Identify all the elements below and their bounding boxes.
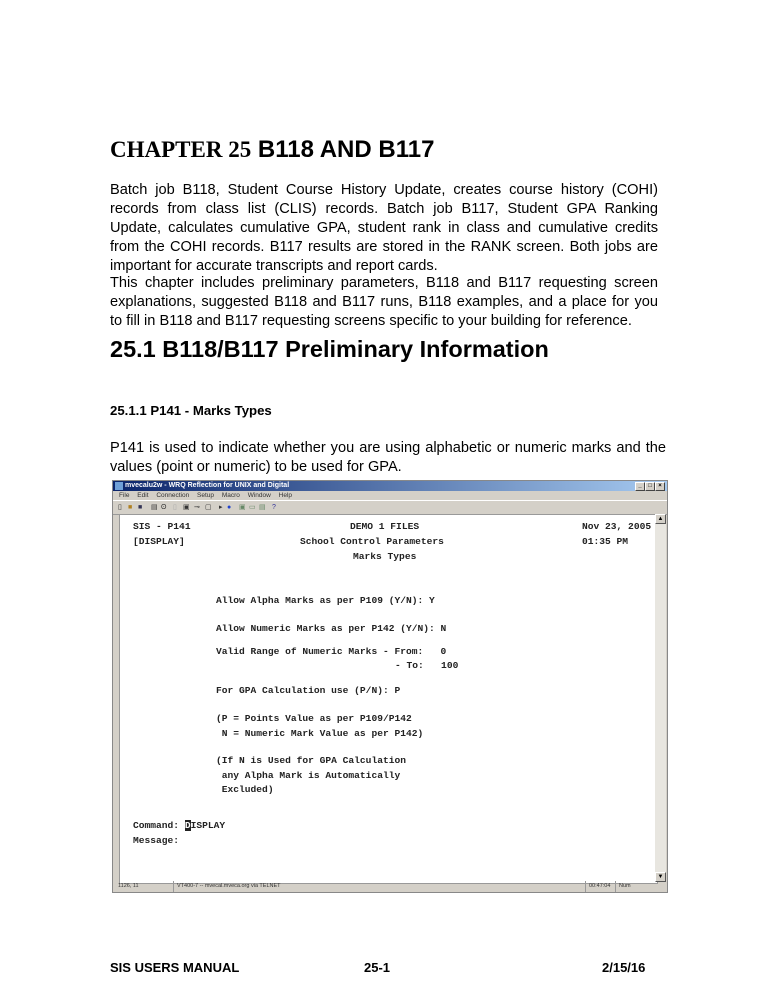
session-time: 00:47:04	[585, 881, 610, 892]
keyboard-icon[interactable]: ▤	[259, 504, 266, 511]
new-icon[interactable]: ▯	[118, 504, 122, 511]
menu-macro[interactable]: Macro	[221, 492, 240, 499]
menu-bar	[113, 491, 667, 500]
find-icon[interactable]: ʘ	[161, 504, 167, 511]
message-line: Message:	[133, 835, 180, 846]
vertical-scrollbar[interactable]	[655, 514, 666, 882]
gpa-note: N = Numeric Mark Value as per P142)	[216, 728, 424, 739]
footer-manual: SIS USERS MANUAL	[110, 960, 240, 975]
exclusion-note: any Alpha Mark is Automatically	[216, 770, 401, 781]
help-icon[interactable]: ?	[272, 504, 276, 511]
paste-icon[interactable]: ▣	[183, 504, 190, 511]
minimize-icon[interactable]: _	[635, 482, 645, 491]
maximize-icon[interactable]: □	[645, 482, 655, 491]
menu-edit[interactable]: Edit	[137, 492, 149, 499]
exclusion-note: Excluded)	[216, 784, 274, 795]
allow-alpha-field[interactable]: Allow Alpha Marks as per P109 (Y/N): Y	[216, 595, 435, 606]
scroll-up-icon[interactable]: ▲	[655, 514, 666, 524]
app-icon	[115, 482, 123, 490]
p141-paragraph: P141 is used to indicate whether you are using alphabetic or numeric marks and the values (point or numeric) to be used for GPA.	[110, 440, 666, 475]
screen-date: Nov 23, 2005	[582, 521, 652, 532]
connection-status: VT400-7 -- mvecal.mveca.org via TELNET	[173, 881, 281, 892]
gpa-note: (P = Points Value as per P109/P142	[216, 713, 412, 724]
display-icon[interactable]: ▭	[249, 504, 256, 511]
district-name: DEMO 1 FILES	[350, 521, 420, 532]
save-icon[interactable]: ■	[138, 504, 143, 511]
terminal-screen[interactable]	[119, 514, 658, 884]
range-from-field[interactable]: Valid Range of Numeric Marks - From: 0	[216, 646, 447, 657]
range-to-field[interactable]: - To: 100	[395, 660, 459, 671]
terminal-window-screenshot	[112, 480, 668, 893]
footer-date: 2/15/16	[602, 960, 646, 975]
numlock-indicator: Num	[615, 881, 631, 892]
gpa-calc-field[interactable]: For GPA Calculation use (P/N): P	[216, 685, 401, 696]
connect-icon[interactable]: ⊸	[194, 504, 200, 511]
settings-icon[interactable]: ▣	[239, 504, 246, 511]
footer-page-number: 25-1	[364, 960, 391, 975]
screen-title: School Control Parameters	[300, 536, 444, 547]
window-titlebar: mvecalu2w - WRQ Reflection for UNIX and Digital _ □ ×	[113, 481, 667, 491]
command-line[interactable]: Command: DISPLAY	[133, 820, 226, 831]
allow-numeric-field[interactable]: Allow Numeric Marks as per P142 (Y/N): N	[216, 623, 447, 634]
print-icon[interactable]: ▤	[151, 504, 158, 511]
screen-subtitle: Marks Types	[353, 551, 417, 562]
play-icon[interactable]: ▸	[219, 504, 223, 511]
chapter-contents-paragraph: This chapter includes preliminary parameters, B118 and B117 requesting screen explanations, suggested B118 and B117 runs, B118 examples, and a place for you to fill in B118 and B117 requesting screens specific to your building for reference.	[110, 275, 658, 329]
cursor: D	[184, 820, 191, 831]
cursor-position: 1126, 11	[118, 883, 139, 889]
copy-icon[interactable]: ▯	[173, 504, 177, 511]
screen-mode: [DISPLAY]	[133, 536, 185, 547]
section-heading: 25.1 B118/B117 Preliminary Information	[110, 336, 549, 362]
menu-file[interactable]: File	[119, 492, 130, 499]
menu-window[interactable]: Window	[247, 492, 271, 499]
subsection-heading: 25.1.1 P141 - Marks Types	[110, 403, 272, 418]
menu-connection[interactable]: Connection	[156, 492, 190, 499]
screen-time: 01:35 PM	[582, 536, 629, 547]
open-icon[interactable]: ■	[128, 504, 133, 511]
chapter-title: CHAPTER 25 B118 AND B117	[110, 136, 435, 163]
disconnect-icon[interactable]: ▢	[205, 504, 212, 511]
menu-help[interactable]: Help	[278, 492, 293, 499]
toolbar	[113, 500, 667, 515]
exclusion-note: (If N is Used for GPA Calculation	[216, 755, 406, 766]
record-icon[interactable]: ●	[227, 504, 232, 511]
intro-paragraph: Batch job B118, Student Course History Update, creates course history (COHI) records from class list (CLIS) records. Batch job B117, Student GPA Ranking Update, calculates cumulative GPA, student rank in class and cumulative credits from the COHI records. B117 results are stored in the RANK screen. Both jobs are important for accurate transcripts and report cards.	[110, 182, 658, 274]
status-bar	[113, 881, 667, 892]
screen-id: SIS - P141	[133, 521, 191, 532]
menu-setup[interactable]: Setup	[197, 492, 215, 499]
command-input[interactable]: ISPLAY	[190, 820, 226, 831]
close-icon[interactable]: ×	[655, 482, 665, 491]
scroll-down-icon[interactable]: ▼	[655, 872, 666, 882]
